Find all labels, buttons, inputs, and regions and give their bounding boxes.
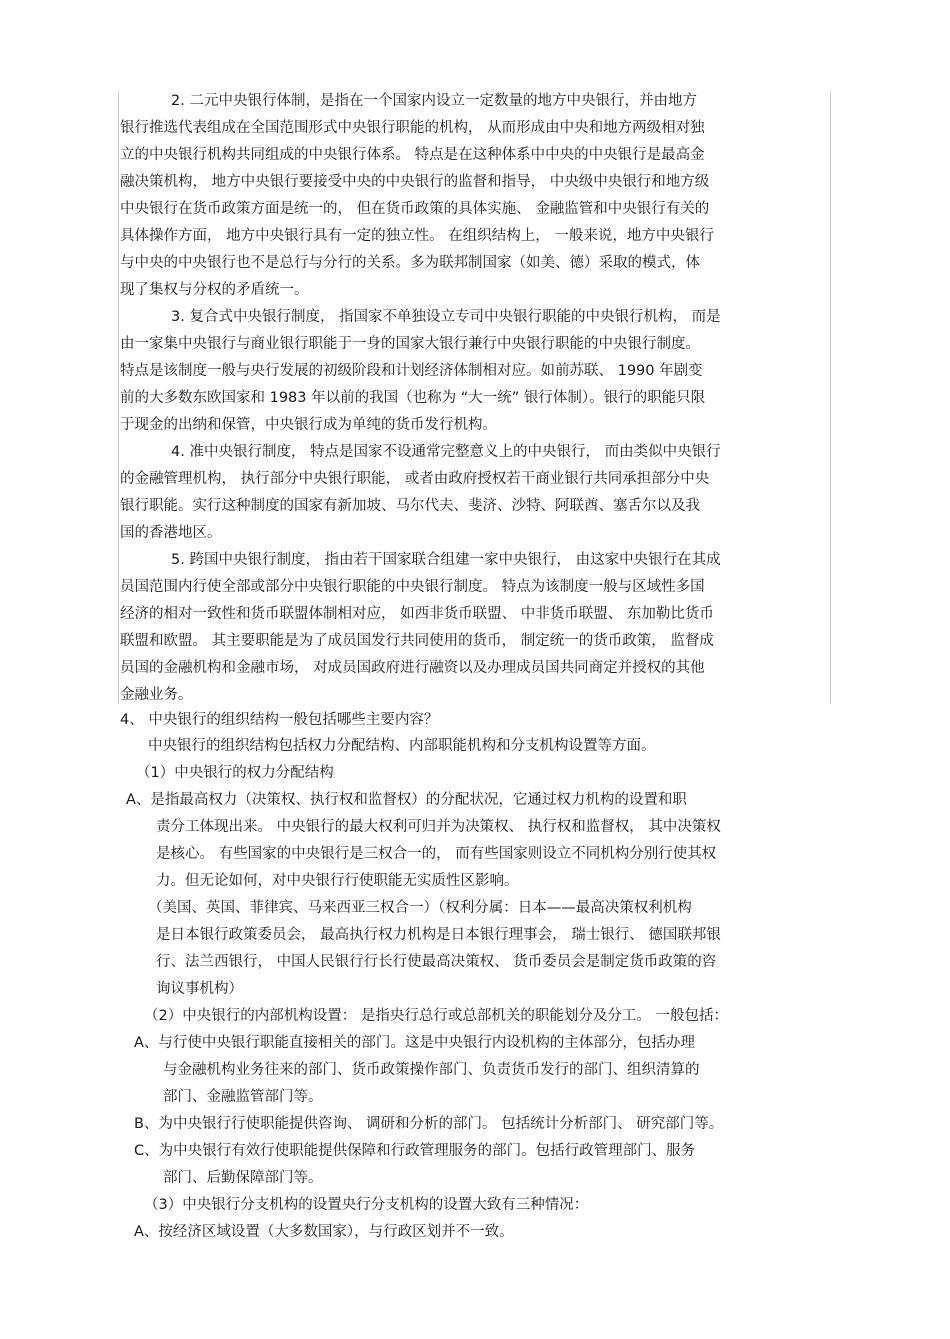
text-line: 立的中央银行机构共同组成的中央银行体系。 特点是在这种体系中中央的中央银行是最高金 — [120, 147, 705, 163]
text-line: 前的大多数东欧国家和 1983 年以前的我国（也称为 “大一统” 银行体制）。银行的职能只限 — [120, 390, 706, 406]
question-heading: 4、 中央银行的组织结构一般包括哪些主要内容？ — [120, 712, 439, 728]
text-line: 融决策机构， 地方中央银行要接受中央的中央银行的监督和指导， 中央级中央银行和地方级 — [120, 174, 710, 190]
text-line: 询议事机构） — [156, 981, 243, 997]
text-line: 特点是该制度一般与央行发展的初级阶段和计划经济体制相对应。如前苏联、 1990 年剧变 — [120, 363, 703, 379]
text-line: 员国的金融机构和金融市场， 对成员国政府进行融资以及办理成员国共同商定并授权的其他 — [120, 660, 705, 676]
text-line: 责分工体现出来。 中央银行的最大权利可归并为决策权、 执行权和监督权， 其中决策权 — [156, 819, 721, 835]
text-line: 员国范围内行使全部或部分中央银行职能的中央银行制度。 特点为该制度一般与区域性多国 — [120, 579, 705, 595]
text-line: C、为中央银行有效行使职能提供保障和行政管理服务的部门。包括行政管理部门、服务 — [134, 1143, 696, 1159]
text-line: 银行推选代表组成在全国范围形式中央银行职能的机构， 从而形成由中央和地方两级相对独 — [120, 120, 705, 136]
text-line: 是日本银行政策委员会， 最高执行权力机构是日本银行理事会， 瑞士银行、 德国联邦银 — [156, 927, 721, 943]
left-margin-rule — [118, 92, 119, 704]
text-line: 银行职能。实行这种制度的国家有新加坡、马尔代夫、斐济、沙特、阿联酋、塞舌尔以及我 — [120, 498, 700, 514]
section-heading: （3）中央银行分支机构的设置央行分支机构的设置大致有三种情况： — [144, 1197, 589, 1213]
text-line: 于现金的出纳和保管，中央银行成为单纯的货币发行机构。 — [120, 417, 497, 433]
section-heading: （1）中央银行的权力分配结构 — [136, 765, 334, 781]
text-line: 5. 跨国中央银行制度， 指由若干国家联合组建一家中央银行， 由这家中央银行在其成 — [171, 552, 721, 568]
text-line: 由一家集中央银行与商业银行职能于一身的国家大银行兼行中央银行职能的中央银行制度。 — [120, 336, 700, 352]
text-line: 与中央的中央银行也不是总行与分行的关系。多为联邦制国家（如美、德）采取的模式，体 — [120, 255, 700, 271]
text-line: 经济的相对一致性和货币联盟体制相对应， 如西非货币联盟、 中非货币联盟、 东加勒比货币 — [120, 606, 714, 622]
text-line: 力。但无论如何，对中央银行行使职能无实质性区影响。 — [156, 873, 519, 889]
text-line: 部门、后勤保障部门等。 — [163, 1170, 323, 1186]
text-line: B、为中央银行行使职能提供咨询、 调研和分析的部门。 包括统计分析部门、 研究部门等。 — [134, 1116, 724, 1132]
text-line: 与金融机构业务往来的部门、货币政策操作部门、负责货币发行的部门、组织清算的 — [163, 1062, 700, 1078]
text-line: A、按经济区域设置（大多数国家），与行政区划并不一致。 — [134, 1224, 514, 1240]
text-line: 是核心。 有些国家的中央银行是三权合一的， 而有些国家则设立不同机构分别行使其权 — [156, 846, 717, 862]
text-line: 4. 准中央银行制度， 特点是国家不设通常完整意义上的中央银行， 而由类似中央银行 — [171, 444, 721, 460]
text-line: 联盟和欧盟。 其主要职能是为了成员国发行共同使用的货币， 制定统一的货币政策， 监督成 — [120, 633, 714, 649]
text-line: 3. 复合式中央银行制度， 指国家不单独设立专司中央银行职能的中央银行机构， 而是 — [171, 309, 721, 325]
text-line: 现了集权与分权的矛盾统一。 — [120, 282, 309, 298]
text-line: 2. 二元中央银行体制，是指在一个国家内设立一定数量的地方中央银行，并由地方 — [171, 93, 697, 109]
text-line: 的金融管理机构， 执行部分中央银行职能， 或者由政府授权若干商业银行共同承担部分中央 — [120, 471, 710, 487]
text-line: A、是指最高权力（决策权、执行权和监督权）的分配状况，它通过权力机构的设置和职 — [126, 792, 687, 808]
right-margin-rule — [830, 92, 831, 704]
text-line: 行、法兰西银行， 中国人民银行行长行使最高决策权、 货币委员会是制定货币政策的咨 — [156, 954, 717, 970]
text-line: （美国、英国、菲律宾、马来西亚三权合一）（权利分属：日本——最高决策权利机构 — [148, 900, 692, 916]
text-line: 部门、金融监管部门等。 — [163, 1089, 323, 1105]
text-line: 中央银行在货币政策方面是统一的， 但在货币政策的具体实施、 金融监管和中央银行有关的 — [120, 201, 710, 217]
text-line: 具体操作方面， 地方中央银行具有一定的独立性。 在组织结构上， 一般来说，地方中央银行 — [120, 228, 714, 244]
section-heading: （2）中央银行的内部机构设置： 是指央行总行或总部机关的职能划分及分工。 一般包括： — [144, 1008, 728, 1024]
text-line: A、与行使中央银行职能直接相关的部门。这是中央银行内设机构的主体部分，包括办理 — [134, 1035, 695, 1051]
text-line: 金融业务。 — [120, 687, 193, 703]
text-line: 中央银行的组织结构包括权力分配结构、内部职能机构和分支机构设置等方面。 — [148, 738, 656, 754]
text-line: 国的香港地区。 — [120, 525, 222, 541]
